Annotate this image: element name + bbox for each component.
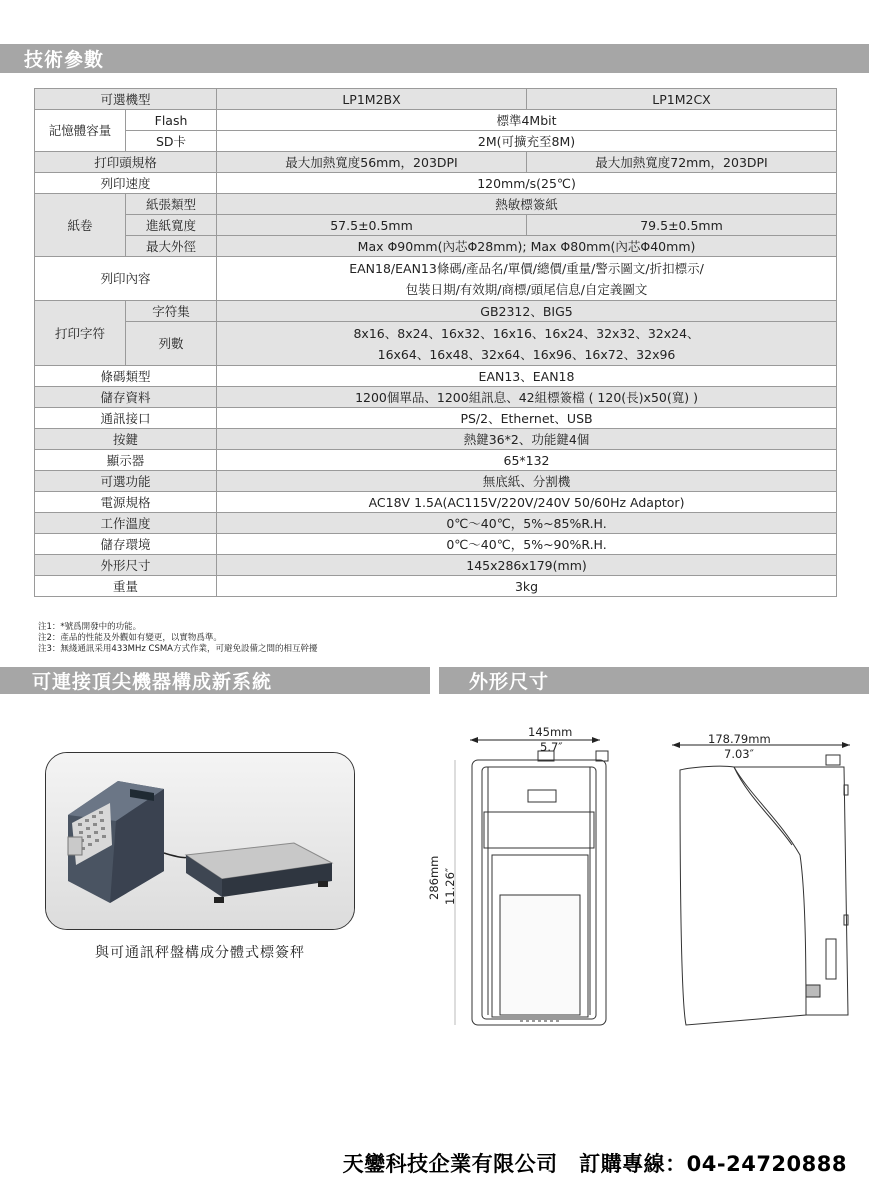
memory-label: 記憶體容量	[35, 110, 126, 152]
interface-label: 通訊接口	[35, 408, 217, 429]
weight-value: 3kg	[217, 576, 837, 597]
content-label: 列印內容	[35, 257, 217, 301]
paper-diameter-label: 最大外徑	[126, 236, 217, 257]
system-caption: 與可通訊秤盤構成分體式標簽秤	[95, 945, 305, 961]
table-row	[35, 471, 837, 492]
table-row	[35, 555, 837, 576]
table-row	[35, 110, 837, 131]
table-row	[35, 492, 837, 513]
columns-line-1: 8x16、8x24、16x32、16x16、16x24、32x32、32x24、	[353, 325, 700, 341]
storage-label: 儲存資料	[35, 387, 217, 408]
front-width-in: 5.7″	[540, 740, 563, 754]
power-label: 電源規格	[35, 492, 217, 513]
side-depth-mm: 178.79mm	[708, 732, 771, 746]
table-row	[35, 534, 837, 555]
table-row	[35, 215, 837, 236]
table-row	[35, 576, 837, 597]
font-label: 打印字符	[35, 301, 126, 366]
model-a-header: LP1M2BX	[217, 89, 527, 110]
printer-scale-illustration	[46, 753, 355, 930]
table-row	[35, 450, 837, 471]
specs-section-bar	[0, 44, 869, 73]
table-row	[35, 152, 837, 173]
display-label: 顯示器	[35, 450, 217, 471]
spec-table	[34, 88, 837, 597]
paper-diameter-value: Max Φ90mm(內芯Φ28mm); Max Φ80mm(內芯Φ40mm)	[217, 236, 837, 257]
side-view	[680, 755, 848, 1025]
barcode-label: 條碼類型	[35, 366, 217, 387]
columns-value	[217, 322, 837, 366]
note-3: 注3：無綫通訊采用433MHz CSMA方式作業，可避免設備之間的相互幹擾	[38, 644, 318, 654]
speed-label: 列印速度	[35, 173, 217, 194]
note-1: 注1：*號爲開發中的功能。	[38, 622, 142, 632]
paper-width-label: 進紙寬度	[126, 215, 217, 236]
table-row	[35, 408, 837, 429]
system-section-title: 可連接頂尖機器構成新系統	[32, 671, 273, 693]
table-row	[35, 513, 837, 534]
table-row	[35, 322, 837, 366]
interface-value: PS/2、Ethernet、USB	[217, 408, 837, 429]
options-value: 無底紙、分割機	[217, 471, 837, 492]
charset-value: GB2312、BIG5	[217, 301, 837, 322]
dimension-drawings	[430, 715, 869, 1035]
store-env-label: 儲存環境	[35, 534, 217, 555]
model-b-header: LP1M2CX	[527, 89, 837, 110]
note-2: 注2：產品的性能及外觀如有變更，以實物爲準。	[38, 633, 222, 643]
paper-width-a: 57.5±0.5mm	[217, 215, 527, 236]
printhead-b: 最大加熱寬度72mm，203DPI	[527, 152, 837, 173]
store-env-value: 0℃～40℃，5%~90%R.H.	[217, 534, 837, 555]
table-row	[35, 194, 837, 215]
flash-label: Flash	[126, 110, 217, 131]
flash-value: 標準4Mbit	[217, 110, 837, 131]
table-row	[35, 387, 837, 408]
specs-section-title: 技術參數	[24, 49, 105, 71]
speed-value: 120mm/s(25℃)	[217, 173, 837, 194]
table-row	[35, 429, 837, 450]
table-row	[35, 301, 837, 322]
dimensions-section-title: 外形尺寸	[469, 671, 550, 693]
front-view	[472, 751, 608, 1025]
system-section-bar	[0, 667, 430, 694]
size-value: 145x286x179(mm)	[217, 555, 837, 576]
paper-width-b: 79.5±0.5mm	[527, 215, 837, 236]
content-line-1: EAN18/EAN13條碼/產品名/單價/總價/重量/警示圖文/折扣標示/	[349, 260, 704, 276]
options-label: 可選功能	[35, 471, 217, 492]
table-row	[35, 366, 837, 387]
notes	[38, 622, 318, 655]
header-label: 可選機型	[35, 89, 217, 110]
keys-value: 熱鍵36*2、功能鍵4個	[217, 429, 837, 450]
dimensions-section-bar	[439, 667, 869, 694]
side-depth-in: 7.03″	[724, 747, 754, 761]
paper-type-label: 紙張類型	[126, 194, 217, 215]
weight-label: 重量	[35, 576, 217, 597]
footer-company-hotline: 天鑾科技企業有限公司 訂購專線：04-24720888	[342, 1152, 847, 1176]
table-row	[35, 89, 837, 110]
power-value: AC18V 1.5A(AC115V/220V/240V 50/60Hz Adaptor)	[217, 492, 837, 513]
charset-label: 字符集	[126, 301, 217, 322]
table-row	[35, 257, 837, 301]
barcode-value: EAN13、EAN18	[217, 366, 837, 387]
content-line-2: 包裝日期/有效期/商標/頭尾信息/自定義圖文	[405, 281, 648, 297]
storage-value: 1200個單品、1200組訊息、42組標簽檔 ( 120(長)x50(寬) )	[217, 387, 837, 408]
printhead-a: 最大加熱寬度56mm，203DPI	[217, 152, 527, 173]
paper-type-value: 熱敏標簽紙	[217, 194, 837, 215]
table-row	[35, 173, 837, 194]
columns-label: 列數	[126, 322, 217, 366]
printhead-label: 打印頭規格	[35, 152, 217, 173]
op-temp-label: 工作溫度	[35, 513, 217, 534]
height-mm: 286mm	[427, 855, 441, 900]
keys-label: 按鍵	[35, 429, 217, 450]
sd-value: 2M(可擴充至8M)	[217, 131, 837, 152]
height-in: 11.26″	[443, 867, 457, 905]
display-value: 65*132	[217, 450, 837, 471]
paper-label: 紙卷	[35, 194, 126, 257]
system-photo	[45, 752, 355, 930]
size-label: 外形尺寸	[35, 555, 217, 576]
content-value	[217, 257, 837, 301]
op-temp-value: 0℃～40℃，5%~85%R.H.	[217, 513, 837, 534]
columns-line-2: 16x64、16x48、32x64、16x96、16x72、32x96	[377, 346, 676, 362]
front-width-mm: 145mm	[528, 725, 573, 739]
sd-label: SD卡	[126, 131, 217, 152]
table-row	[35, 236, 837, 257]
table-row	[35, 131, 837, 152]
